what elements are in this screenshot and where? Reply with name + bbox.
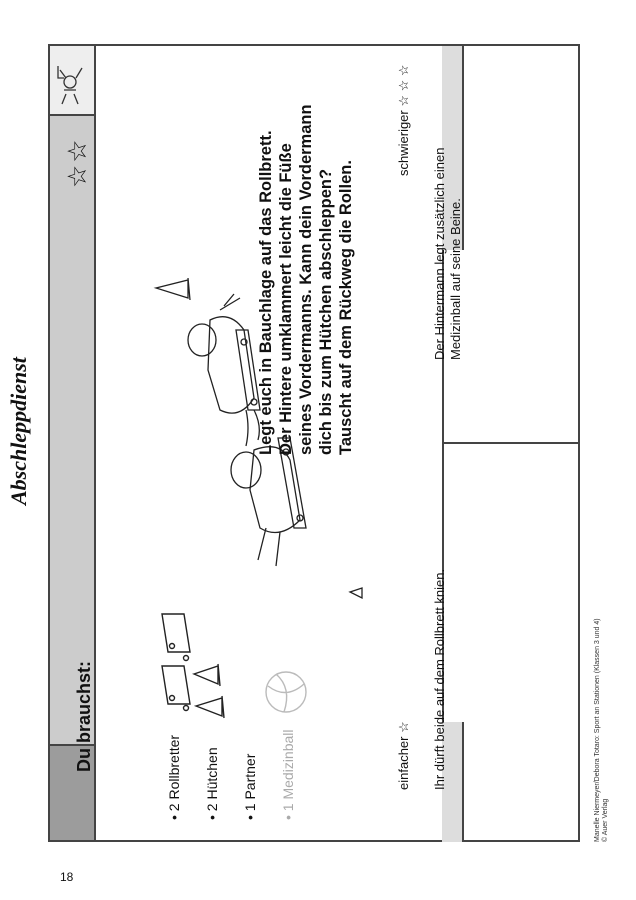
cone-icon bbox=[156, 278, 190, 300]
materials-item: • 2 Hütchen bbox=[204, 747, 220, 820]
cone-icon bbox=[194, 664, 220, 686]
instruction-line: seines Vordermanns. Kann dein Vordermann bbox=[297, 104, 315, 455]
star-icon: ☆ bbox=[62, 162, 92, 188]
instruction-line: dich bis zum Hütchen abschleppen? bbox=[317, 168, 335, 455]
easier-text: Ihr dürft beide auf dem Rollbrett knien. bbox=[432, 568, 447, 790]
harder-label: schwieriger ☆ ☆ ☆ bbox=[396, 64, 411, 176]
instructions bbox=[256, 104, 356, 455]
materials-item: • 2 Rollbretter bbox=[166, 734, 182, 820]
cone-icon bbox=[196, 696, 224, 718]
page-number: 18 bbox=[60, 870, 74, 884]
difficulty-stars bbox=[62, 137, 93, 188]
star-icon: ☆ bbox=[396, 79, 411, 92]
star-icon: ☆ bbox=[396, 721, 411, 733]
instruction-line: Tauscht auf dem Rückweg die Rollen. bbox=[337, 160, 355, 455]
instruction-line: Der Hintere umklammert leicht die Füße bbox=[277, 143, 295, 455]
medicine-ball-icon bbox=[266, 672, 306, 712]
materials-item: • 1 Medizinball bbox=[280, 729, 296, 820]
materials-heading: Du brauchst: bbox=[74, 660, 94, 772]
rollbrett-icon bbox=[162, 666, 190, 704]
station-label: Station 1 bbox=[10, 717, 29, 780]
star-icon: ☆ bbox=[396, 64, 411, 77]
materials-illustration bbox=[156, 610, 316, 730]
harder-text: Der Hintermann legt zusätzlich einen Medizinball auf seine Beine. bbox=[432, 147, 463, 360]
logo-divider bbox=[50, 114, 94, 116]
credits: Manelle Niermeyer/Debora Totaro: Sport an Stationen (Klassen 3 und 4) © Auer Verlag bbox=[594, 618, 609, 842]
star-icon: ☆ bbox=[62, 137, 92, 163]
easier-label: einfacher ☆ bbox=[396, 721, 411, 790]
page-title: Abschleppdienst bbox=[6, 357, 31, 505]
child-logo-icon bbox=[54, 60, 88, 112]
star-icon: ☆ bbox=[396, 94, 411, 107]
title-cell bbox=[50, 116, 94, 744]
levels-split bbox=[442, 442, 580, 444]
rollbrett-icon bbox=[162, 614, 190, 652]
materials-item: • 1 Partner bbox=[242, 753, 258, 820]
instruction-line: Legt euch in Bauchlage auf das Rollbrett. bbox=[257, 130, 275, 455]
